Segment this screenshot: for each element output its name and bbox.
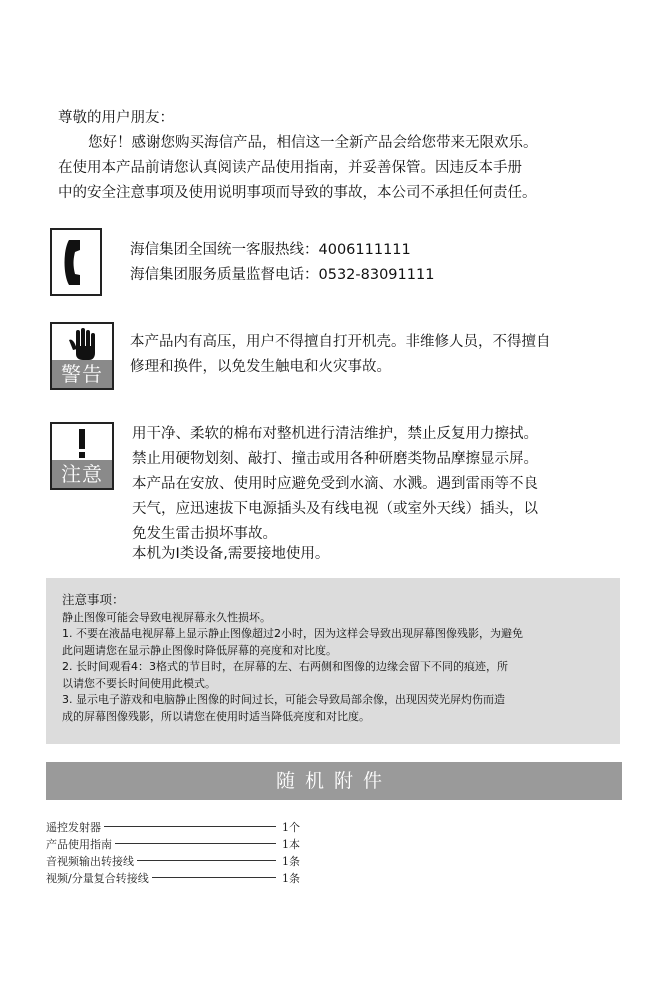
intro-line: 您好！感谢您购买海信产品，相信这一全新产品会给您带来无限欢乐。 [88, 135, 538, 151]
hotline-number: 海信集团全国统一客服热线：4006111111 [130, 242, 411, 258]
notes-panel [46, 578, 620, 744]
warning-icon-box [50, 322, 114, 390]
accessory-qty: 1条 [282, 854, 300, 868]
accessories-heading: 随机附件 [46, 762, 622, 800]
list-item [46, 869, 306, 886]
intro-line: 在使用本产品前请您认真阅读产品使用指南，并妥善保管。因违反本手册 [58, 160, 522, 176]
notes-line: 成的屏幕图像残影，所以请您在使用时适当降低亮度和对比度。 [62, 709, 370, 723]
accessory-qty: 1个 [282, 820, 300, 834]
leader-line [104, 826, 276, 827]
caution-section [132, 422, 620, 547]
caution-line: 禁止用硬物划刻、敲打、撞击或用各种研磨类物品摩擦显示屏。 [132, 451, 538, 467]
notes-line: 以请您不要长时间使用此模式。 [62, 676, 216, 690]
warning-line: 本产品内有高压，用户不得擅自打开机壳。非维修人员，不得擅自 [130, 334, 551, 350]
notes-line: 1. 不要在液晶电视屏幕上显示静止图像超过2小时，因为这样会导致出现屏幕图像残影，为避免 [62, 627, 523, 640]
hotline-section [130, 238, 434, 288]
leader-line [115, 843, 276, 844]
accessories-list [46, 818, 306, 886]
grounding-note [132, 542, 329, 567]
caution-line: 免发生雷击损坏事故。 [132, 526, 277, 542]
notes-line: 此问题请您在显示静止图像时降低屏幕的亮度和对比度。 [62, 643, 337, 657]
notes-line: 静止图像可能会导致电视屏幕永久性损坏。 [62, 610, 271, 624]
warning-section [130, 330, 620, 380]
intro-section [58, 106, 618, 206]
notes-title: 注意事项： [62, 592, 125, 607]
accessory-qty: 1本 [282, 837, 300, 851]
warning-line: 修理和换件，以免发生触电和火灾事故。 [130, 359, 391, 375]
list-item [46, 835, 306, 852]
caution-icon-box [50, 422, 114, 490]
greeting: 尊敬的用户朋友： [58, 110, 174, 126]
caution-tag: 注意 [52, 460, 112, 488]
accessory-name: 产品使用指南 [46, 837, 112, 851]
phone-icon-box [50, 228, 102, 296]
intro-line: 中的安全注意事项及使用说明事项而导致的事故，本公司不承担任何责任。 [58, 185, 537, 201]
accessory-name: 遥控发射器 [46, 820, 101, 834]
caution-line: 本产品在安放、使用时应避免受到水滴、水溅。遇到雷雨等不良 [132, 476, 538, 492]
accessory-qty: 1条 [282, 871, 300, 885]
accessory-name: 视频/分量复合转接线 [46, 871, 149, 885]
list-item [46, 852, 306, 869]
leader-line [137, 860, 276, 861]
notes-line: 3. 显示电子游戏和电脑静止图像的时间过长，可能会导致局部余像，出现因荧光屏灼伤而造 [62, 693, 505, 706]
warning-tag: 警告 [52, 360, 112, 388]
notes-line: 2. 长时间观看4：3格式的节目时，在屏幕的左、右两侧和图像的边缘会留下不同的痕迹，所 [62, 660, 508, 673]
grounding-text: 本机为Ⅰ类设备,需要接地使用。 [132, 546, 330, 562]
list-item [46, 818, 306, 835]
caution-line: 天气，应迅速拔下电源插头及有线电视（或室外天线）插头，以 [132, 501, 538, 517]
caution-line: 用干净、柔软的棉布对整机进行清洁维护，禁止反复用力擦拭。 [132, 426, 538, 442]
accessory-name: 音视频输出转接线 [46, 854, 134, 868]
supervision-number: 海信集团服务质量监督电话：0532-83091111 [130, 267, 435, 283]
hand-stop-icon [52, 324, 112, 362]
exclamation-icon [52, 424, 112, 462]
phone-icon [52, 230, 100, 294]
leader-line [152, 877, 276, 878]
